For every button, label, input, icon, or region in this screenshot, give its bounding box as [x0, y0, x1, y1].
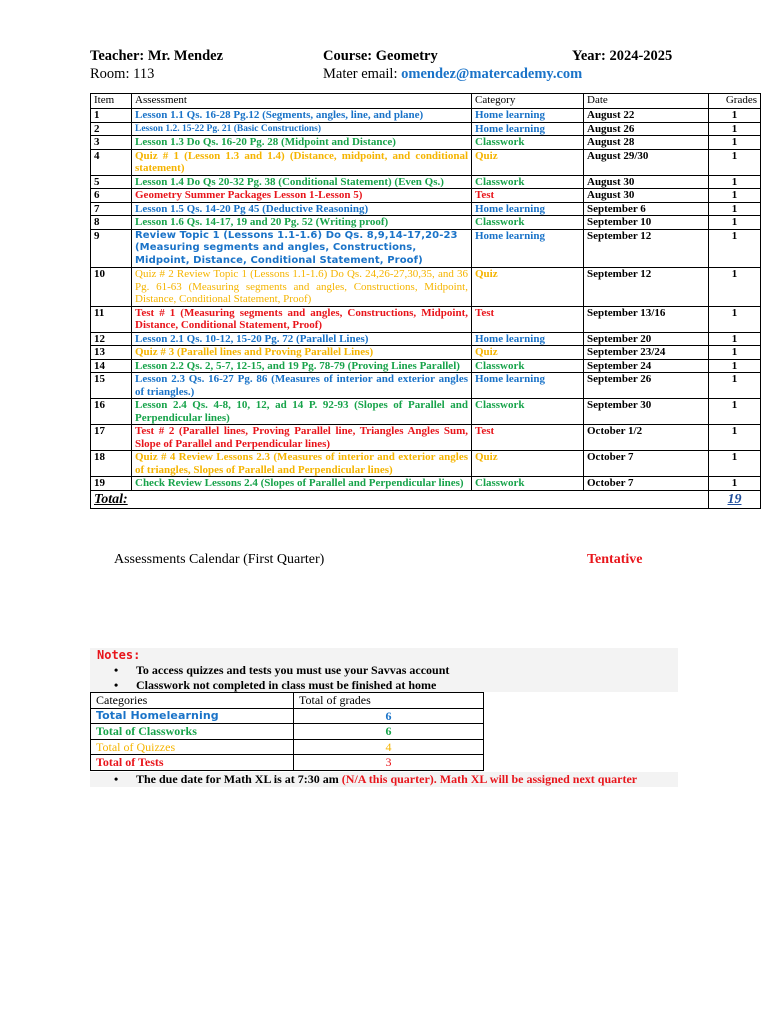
table-row: [91, 373, 761, 399]
table-row: [91, 332, 761, 346]
assessment-cell: Lesson 2.3 Qs. 16-27 Pg. 86 (Measures of interior and exterior angles of triangles.): [132, 373, 472, 399]
assessment-cell: Lesson 2.1 Qs. 10-12, 15-20 Pg. 72 (Parallel Lines): [132, 332, 472, 346]
category-cell: Home learning: [472, 109, 584, 123]
category-cell: Home learning: [472, 332, 584, 346]
email-label: Mater email:: [323, 66, 402, 82]
date-cell: October 7: [584, 477, 709, 491]
item-number: 13: [91, 346, 132, 360]
category-cell: Home learning: [472, 122, 584, 136]
summary-col-total: Total of grades: [294, 693, 484, 709]
bullet-icon: •: [114, 678, 119, 692]
category-cell: Quiz: [472, 451, 584, 477]
table-row: [91, 149, 761, 175]
item-number: 17: [91, 425, 132, 451]
grade-cell: 1: [709, 122, 761, 136]
notes-box: [90, 648, 678, 692]
note-bullet: [114, 678, 436, 693]
room-number: Room: 113: [90, 66, 155, 82]
date-cell: August 26: [584, 122, 709, 136]
table-row: [91, 136, 761, 150]
item-number: 11: [91, 306, 132, 332]
item-number: 16: [91, 399, 132, 425]
category-cell: Quiz: [472, 268, 584, 307]
bullet-icon: •: [114, 772, 119, 786]
category-cell: Classwork: [472, 477, 584, 491]
date-cell: September 30: [584, 399, 709, 425]
category-cell: Home learning: [472, 373, 584, 399]
notes-title: Notes:: [97, 648, 141, 662]
grade-cell: 1: [709, 268, 761, 307]
mathxl-text-red: (N/A this quarter). Math XL will be assigned next quarter: [341, 772, 638, 786]
item-number: 15: [91, 373, 132, 399]
assessment-cell: Lesson 1.6 Qs. 14-17, 19 and 20 Pg. 52 (Writing proof): [132, 216, 472, 230]
assessment-cell: Lesson 1.5 Qs. 14-20 Pg 45 (Deductive Reasoning): [132, 202, 472, 216]
table-row: [91, 399, 761, 425]
summary-value: 4: [294, 739, 484, 755]
note-text: Classwork not completed in class must be finished at home: [136, 678, 437, 692]
summary-row: [91, 755, 484, 771]
grade-cell: 1: [709, 399, 761, 425]
email-link[interactable]: omendez@matercademy.com: [401, 66, 583, 82]
date-cell: September 24: [584, 359, 709, 373]
grade-cell: 1: [709, 175, 761, 189]
total-value: 19: [709, 490, 761, 508]
item-number: 6: [91, 189, 132, 203]
date-cell: September 13/16: [584, 306, 709, 332]
summary-row: [91, 708, 484, 724]
category-cell: Test: [472, 189, 584, 203]
email-line: [323, 66, 582, 83]
grade-cell: 1: [709, 359, 761, 373]
assessment-cell: Lesson 1.1 Qs. 16-28 Pg.12 (Segments, angles, line, and plane): [132, 109, 472, 123]
date-cell: September 10: [584, 216, 709, 230]
assessment-cell: Lesson 2.2 Qs. 2, 5-7, 12-15, and 19 Pg. 78-79 (Proving Lines Parallel): [132, 359, 472, 373]
grade-cell: 1: [709, 306, 761, 332]
mathxl-note: [90, 772, 678, 787]
date-cell: August 28: [584, 136, 709, 150]
item-number: 7: [91, 202, 132, 216]
date-cell: September 20: [584, 332, 709, 346]
summary-value: 6: [294, 724, 484, 740]
category-cell: Test: [472, 425, 584, 451]
assessment-cell: Lesson 1.2. 15-22 Pg. 21 (Basic Constructions): [132, 122, 472, 136]
grade-cell: 1: [709, 332, 761, 346]
bullet-icon: •: [114, 663, 119, 677]
item-number: 19: [91, 477, 132, 491]
table-row: [91, 229, 761, 268]
date-cell: September 12: [584, 268, 709, 307]
date-cell: September 26: [584, 373, 709, 399]
category-cell: Quiz: [472, 346, 584, 360]
item-number: 9: [91, 229, 132, 268]
assessment-cell: Lesson 1.4 Do Qs 20-32 Pg. 38 (Conditional Statement) (Even Qs.): [132, 175, 472, 189]
note-bullet: [114, 663, 449, 678]
category-cell: Classwork: [472, 399, 584, 425]
summary-header-row: [91, 693, 484, 709]
assessment-cell: Review Topic 1 (Lessons 1.1-1.6) Do Qs. 8,9,14-17,20-23 (Measuring segments and angles, Constructions, Midpoint, Distance, Conditional Statement, Proof): [132, 229, 472, 268]
col-header-category: Category: [472, 94, 584, 109]
date-cell: August 30: [584, 189, 709, 203]
col-header-item: Item: [91, 94, 132, 109]
table-row: [91, 268, 761, 307]
date-cell: August 30: [584, 175, 709, 189]
category-cell: Test: [472, 306, 584, 332]
grade-cell: 1: [709, 216, 761, 230]
item-number: 4: [91, 149, 132, 175]
summary-label: Total Homelearning: [91, 708, 294, 724]
grade-cell: 1: [709, 109, 761, 123]
table-row: [91, 122, 761, 136]
assessment-cell: Quiz # 1 (Lesson 1.3 and 1.4) (Distance, midpoint, and conditional statement): [132, 149, 472, 175]
table-row: [91, 346, 761, 360]
category-cell: Classwork: [472, 359, 584, 373]
grade-cell: 1: [709, 189, 761, 203]
note-text: To access quizzes and tests you must use your Savvas account: [136, 663, 450, 677]
total-label: Total:: [94, 491, 128, 507]
table-row: [91, 175, 761, 189]
table-row: [91, 306, 761, 332]
date-cell: August 29/30: [584, 149, 709, 175]
item-number: 5: [91, 175, 132, 189]
category-cell: Quiz: [472, 149, 584, 175]
summary-col-categories: Categories: [91, 693, 294, 709]
grade-cell: 1: [709, 425, 761, 451]
summary-row: [91, 724, 484, 740]
total-row: [91, 490, 761, 508]
date-cell: September 23/24: [584, 346, 709, 360]
assessment-cell: Lesson 1.3 Do Qs. 16-20 Pg. 28 (Midpoint and Distance): [132, 136, 472, 150]
school-year: Year: 2024-2025: [572, 48, 673, 64]
grade-cell: 1: [709, 451, 761, 477]
summary-value: 6: [294, 708, 484, 724]
category-cell: Home learning: [472, 229, 584, 268]
grade-cell: 1: [709, 229, 761, 268]
assessment-cell: Quiz # 2 Review Topic 1 (Lessons 1.1-1.6) Do Qs. 24,26-27,30,35, and 36 Pg. 61-63 (Measuring segments and angles, Constructions, Midpoint, Distance, Conditional Statement, Proof): [132, 268, 472, 307]
grade-cell: 1: [709, 477, 761, 491]
grade-cell: 1: [709, 373, 761, 399]
assessment-cell: Lesson 2.4 Qs. 4-8, 10, 12, ad 14 P. 92-93 (Slopes of Parallel and Perpendicular lines): [132, 399, 472, 425]
calendar-caption: Assessments Calendar (First Quarter): [114, 552, 325, 567]
table-row: [91, 109, 761, 123]
col-header-grades: Grades: [709, 94, 761, 109]
item-number: 10: [91, 268, 132, 307]
date-cell: September 12: [584, 229, 709, 268]
assessment-cell: Test # 2 (Parallel lines, Proving Parallel line, Triangles Angles Sum, Slope of Parallel and Perpendicular lines): [132, 425, 472, 451]
date-cell: October 1/2: [584, 425, 709, 451]
category-cell: Classwork: [472, 136, 584, 150]
assessment-cell: Quiz # 4 Review Lessons 2.3 (Measures of interior and exterior angles of triangles, Slopes of Parallel and Perpendicular lines): [132, 451, 472, 477]
assessment-cell: Quiz # 3 (Parallel lines and Proving Parallel Lines): [132, 346, 472, 360]
category-cell: Classwork: [472, 216, 584, 230]
table-row: [91, 202, 761, 216]
mathxl-bullet: [114, 772, 637, 787]
mathxl-text: The due date for Math XL is at 7:30 am: [136, 772, 342, 786]
summary-value: 3: [294, 755, 484, 771]
assessment-cell: Test # 1 (Measuring segments and angles, Constructions, Midpoint, Distance, Conditional Statement, Proof): [132, 306, 472, 332]
table-row: [91, 451, 761, 477]
grade-cell: 1: [709, 202, 761, 216]
item-number: 2: [91, 122, 132, 136]
assessment-cell: Check Review Lessons 2.4 (Slopes of Parallel and Perpendicular lines): [132, 477, 472, 491]
item-number: 3: [91, 136, 132, 150]
item-number: 18: [91, 451, 132, 477]
summary-row: [91, 739, 484, 755]
table-header-row: [91, 94, 761, 109]
table-row: [91, 425, 761, 451]
grade-cell: 1: [709, 136, 761, 150]
total-label-cell: [91, 490, 709, 508]
item-number: 12: [91, 332, 132, 346]
item-number: 8: [91, 216, 132, 230]
assessments-table: [90, 93, 761, 509]
tentative-label: Tentative: [587, 552, 643, 567]
assessment-cell: Geometry Summer Packages Lesson 1-Lesson 5): [132, 189, 472, 203]
category-cell: Home learning: [472, 202, 584, 216]
summary-label: Total of Classworks: [91, 724, 294, 740]
teacher-name: Teacher: Mr. Mendez: [90, 48, 224, 64]
category-cell: Classwork: [472, 175, 584, 189]
table-row: [91, 189, 761, 203]
summary-table: [90, 692, 484, 771]
table-row: [91, 359, 761, 373]
item-number: 1: [91, 109, 132, 123]
grade-cell: 1: [709, 346, 761, 360]
date-cell: August 22: [584, 109, 709, 123]
date-cell: September 6: [584, 202, 709, 216]
course-name: Course: Geometry: [323, 48, 438, 64]
table-row: [91, 477, 761, 491]
summary-label: Total of Tests: [91, 755, 294, 771]
table-row: [91, 216, 761, 230]
date-cell: October 7: [584, 451, 709, 477]
grade-cell: 1: [709, 149, 761, 175]
item-number: 14: [91, 359, 132, 373]
col-header-date: Date: [584, 94, 709, 109]
col-header-assessment: Assessment: [132, 94, 472, 109]
summary-label: Total of Quizzes: [91, 739, 294, 755]
